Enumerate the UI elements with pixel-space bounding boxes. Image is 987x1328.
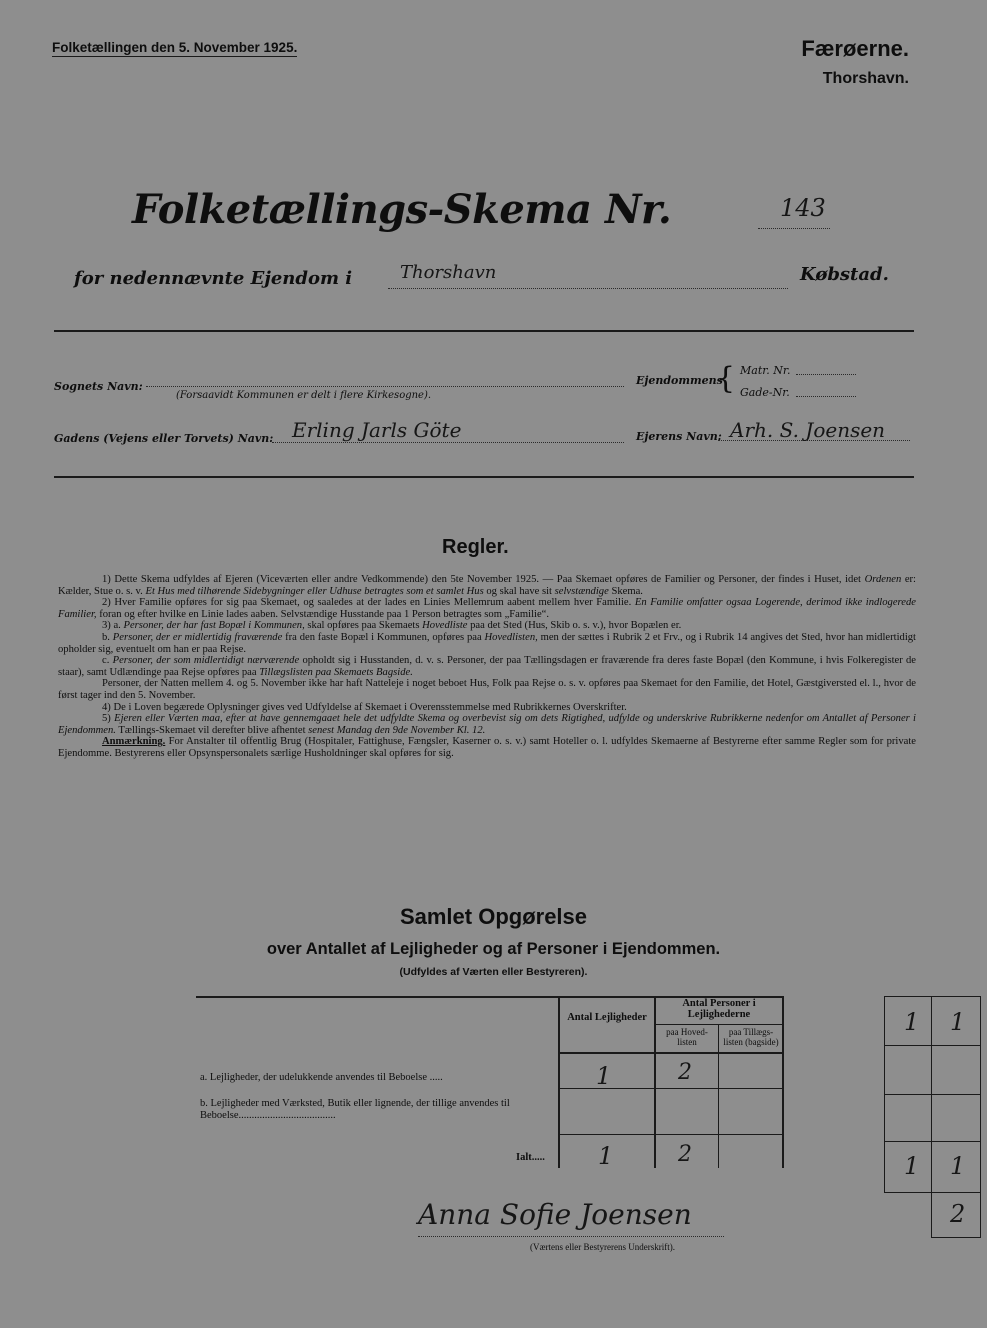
census-date: Folketællingen den 5. November 1925. [52,40,298,55]
parish-note: (Forsaavidt Kommunen er delt i flere Kirkesogne). [176,390,432,401]
row-a-main: 2 [678,1060,692,1085]
col-main-header: paa Hoved-listen [666,1027,708,1047]
subtitle-prefix: for nedennævnte Ejendom i [74,268,353,289]
page-title: Folketællings-Skema Nr. [132,186,672,233]
rules-heading: Regler. [442,536,509,558]
subtitle-suffix: Købstad. [800,264,889,285]
summary-title: Samlet Opgørelse [399,904,588,929]
side-grid-value-r1c1: 1 [904,1008,920,1036]
side-grid-r2c1 [884,1045,932,1095]
table-hline-a [558,1088,784,1089]
row-a-apartments: 1 [596,1062,612,1090]
table-hline-b [558,1134,784,1135]
table-hline-header [558,1052,784,1054]
street-value: Erling Jarls Göte [292,418,462,442]
row-a-label: a. Lejligheder, der udelukkende anvendes til Beboelse ..... [200,1072,443,1083]
matr-line [796,374,856,375]
property-label: Ejendommens [636,374,723,387]
divider-top [54,330,914,332]
table-vline-4 [782,996,784,1168]
total-label: Ialt..... [516,1152,545,1163]
signature-line [418,1236,724,1237]
summary-note: (Udfyldes af Værten eller Bestyreren). [399,966,588,978]
side-grid-value-r1c2: 1 [950,1008,966,1036]
side-grid-r2c2 [931,1045,981,1095]
row-b-label: b. Lejligheder med Værksted, Butik eller lignende, der tillige anvendes til Beboelse..................................... [200,1098,510,1121]
title-number-line [758,228,830,229]
signature-caption: (Værtens eller Bestyrerens Underskrift). [530,1242,675,1252]
rule-2: 2) Hver Familie opføres for sig paa Skemaet, og saaledes at der lades en Linies Mellemrum aabent mellem hver Familie. En Familie omfatter ogsaa Logerende, derimod ikke indlogerede Familier, foran og efter hvilke en Linie lades aaben. Selvstændige Husstande paa 1 Person betragtes som „Familie“. [58,597,916,620]
side-grid-r3c1 [884,1094,932,1142]
owner-label: Ejerens Navn: [636,430,722,443]
rule-3a: 3) a. Personer, der har fast Bopæl i Kommunen, skal opføres paa Skemaets Hovedliste paa det Sted (Hus, Skib o. s. v.), hvor Bopælen er. [102,620,682,632]
col-supp-header: paa Tillægs-listen (bagside) [723,1027,779,1047]
rule-3b: b. Personer, der er midlertidig fraværende fra den faste Bopæl i Kommunen, opføres paa Hovedlisten, men der sættes i Rubrik 2 et Frv., og i Rubrik 14 angives det Sted, hvor han midlertidigt opholder sig, eventuelt om han er paa Rejse. [58,631,917,655]
matr-label: Matr. Nr. [740,364,791,377]
divider-bottom [54,476,914,478]
town: Thorshavn. [822,70,909,87]
parish-label: Sognets Navn: [54,380,143,393]
brace-icon: { [716,361,736,396]
total-main: 2 [678,1142,692,1167]
rule-1: 1) Dette Skema udfyldes af Ejeren (Viceværten eller andre Vedkommende) den 5te November 1925. — Paa Skemaet opføres de Familier og Personer, der findes i Huset, idet Ordenen er: Kælder, Stue o. s. v. Et Hus med tilhørende Sidebygninger eller Udhuse betragtes som et samlet Hus og skal have sit selvstændige Skema. [58,574,916,597]
owner-value: Arh. S. Joensen [730,418,886,442]
rule-note: Anmærkning. For Anstalter til offentlig Brug (Hospitaler, Fattighuse, Fængsler, Kaserner o. s. v.) samt Hoteller o. l. udfyldes Skemaerne af Bestyrerne efter samme Regler som for private Ejendomme. Bestyrerens eller Opsynspersonalets særlige Husholdninger skal opføres for sig. [58,736,916,759]
table-vline-2 [654,996,656,1168]
col-persons-header: Antal Personer i Lejlighederne [682,998,756,1020]
parish-line [146,386,624,387]
side-grid-value-r5c2: 2 [950,1200,966,1228]
street-label: Gadens (Vejens eller Torvets) Navn: [54,432,274,445]
place-name: Thorshavn [400,262,497,283]
side-grid-value-r4c1: 1 [904,1152,920,1180]
gade-line [796,396,856,397]
region: Færøerne. [801,36,909,61]
street-line [272,442,624,443]
summary-subtitle: over Antallet af Lejligheder og af Personer i Ejendommen. [266,940,721,958]
total-apartments: 1 [598,1142,614,1170]
form-number: 143 [780,194,826,222]
col-apartments-header: Antal Lejligheder [567,1012,647,1023]
subtitle-place-line [388,288,788,289]
table-vline-3 [718,1024,719,1168]
gade-label: Gade-Nr. [740,386,790,399]
table-vline-1 [558,996,560,1168]
signature: Anna Sofie Joensen [418,1198,692,1231]
side-grid-value-r4c2: 1 [950,1152,966,1180]
rule-5: 5) Ejeren eller Værten maa, efter at have gennemgaaet hele det udfyldte Skema og overbevist sig om dets Rigtighed, udfylde og underskrive Rubrikkerne nedenfor om Antallet af Personer i Ejendommen. Tællings-Skemaet vil derefter blive afhentet senest Mandag den 9de November Kl. 12. [58,713,916,736]
side-grid-r3c2 [931,1094,981,1142]
rule-4: 4) De i Loven begærede Oplysninger gives ved Udfyldelse af Skemaet i Overensstemmelse med Rubrikkernes Overskrifter. [102,701,627,713]
rules-text [58,574,916,760]
rule-3c: c. Personer, der som midlertidigt nærværende opholdt sig i Husstanden, d. v. s. Personer, der paa Tællingsdagen er fraværende fra deres faste Bopæl (den Kommune, i hvis Folkeregister de staar), samt Udlændinge paa Rejse opføres paa Tillægslisten paa Skemaets Bagside. [58,655,917,678]
table-hline-persons [656,1024,782,1025]
rule-3d: Personer, der Natten mellem 4. og 5. November ikke har haft Natteleje i noget beboet Hus, Folk paa Rejse o. s. v. opføres paa Skemaet for den Familie, det Hotel, Gæstgiversted el. l., hvor de først tager ind den 5. November. [58,678,916,701]
